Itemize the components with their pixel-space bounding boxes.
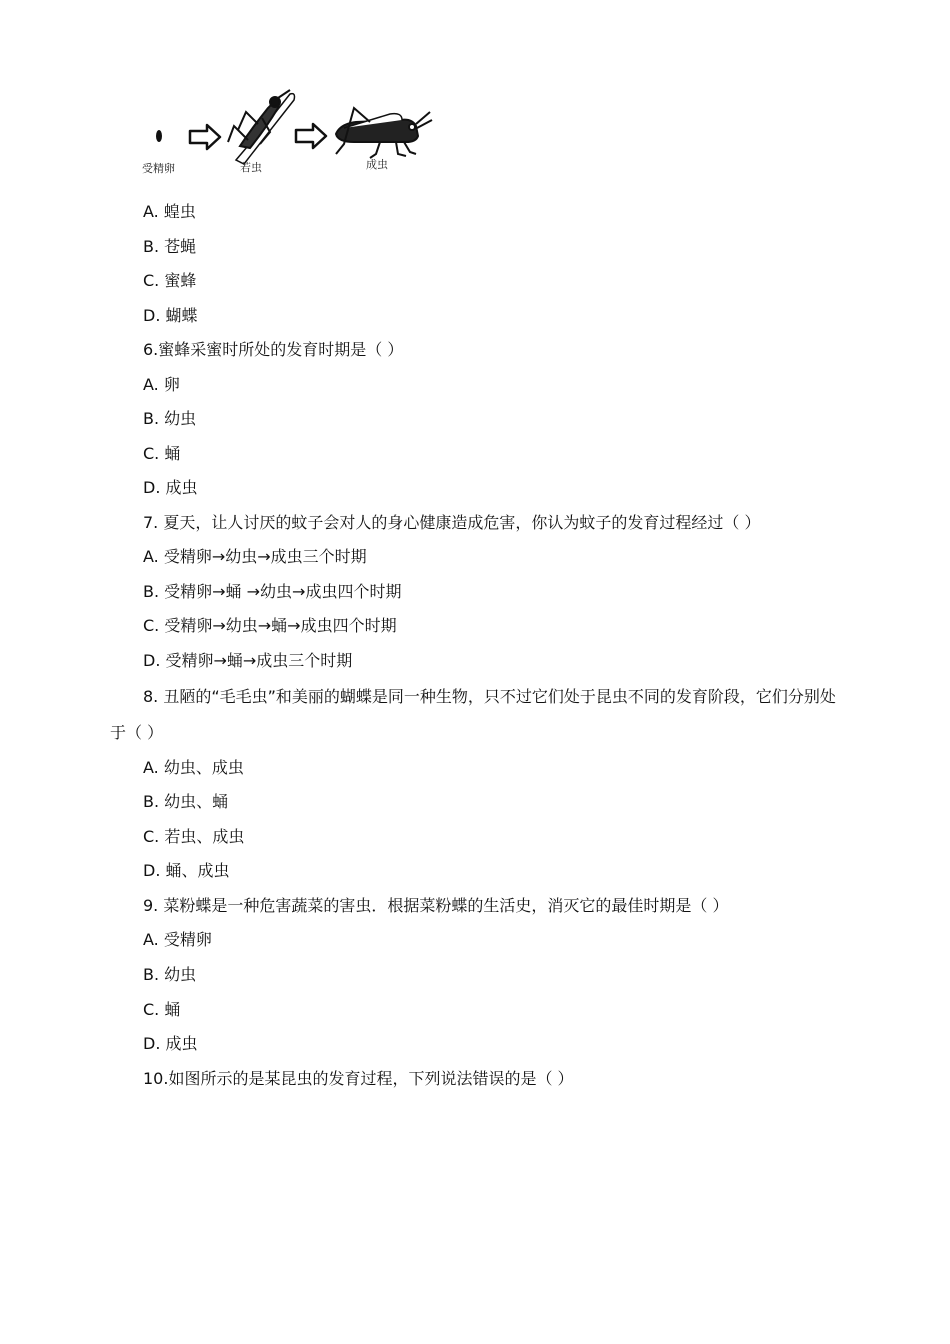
option-q5-d: D. 蝴蝶 <box>143 306 198 325</box>
egg-illustration <box>156 130 162 142</box>
figure-label-adult: 成虫 <box>366 158 388 171</box>
option-q9-c: C. 蛹 <box>143 1000 181 1019</box>
question-9-stem: 9. 菜粉蝶是一种危害蔬菜的害虫．根据菜粉蝶的生活史，消灭它的最佳时期是（ ） <box>143 896 729 915</box>
option-q7-c: C. 受精卵→幼虫→蛹→成虫四个时期 <box>143 616 397 635</box>
arrow-right-icon <box>190 125 220 149</box>
question-10-stem: 10.如图所示的是某昆虫的发育过程，下列说法错误的是（ ） <box>143 1069 574 1088</box>
option-q7-b: B. 受精卵→蛹 →幼虫→成虫四个时期 <box>143 582 402 601</box>
option-q6-c: C. 蛹 <box>143 444 181 463</box>
option-q9-a: A. 受精卵 <box>143 930 212 949</box>
locust-development-figure <box>140 88 440 180</box>
option-q5-a: A. 蝗虫 <box>143 202 196 221</box>
question-8-stem: 8. 丑陋的“毛毛虫”和美丽的蝴蝶是同一种生物，只不过它们处于昆虫不同的发育阶段，它们分别处于（ ） <box>110 687 836 742</box>
figure-label-nymph: 若虫 <box>240 161 262 174</box>
option-q5-c: C. 蜜蜂 <box>143 271 197 290</box>
option-q5-b: B. 苍蝇 <box>143 237 197 256</box>
option-q6-d: D. 成虫 <box>143 478 198 497</box>
figure-label-egg: 受精卵 <box>142 162 175 175</box>
nymph-illustration <box>228 90 295 164</box>
option-q8-d: D. 蛹、成虫 <box>143 861 230 880</box>
question-7-stem: 7. 夏天，让人讨厌的蚊子会对人的身心健康造成危害，你认为蚊子的发育过程经过（ ） <box>143 513 761 532</box>
option-q9-b: B. 幼虫 <box>143 965 197 984</box>
option-q6-b: B. 幼虫 <box>143 409 197 428</box>
option-q8-b: B. 幼虫、蛹 <box>143 792 229 811</box>
arrow-right-icon <box>296 124 326 148</box>
adult-locust-illustration <box>336 108 432 158</box>
option-q8-c: C. 若虫、成虫 <box>143 827 245 846</box>
option-q7-a: A. 受精卵→幼虫→成虫三个时期 <box>143 547 367 566</box>
option-q6-a: A. 卵 <box>143 375 180 394</box>
question-6-stem: 6.蜜蜂采蜜时所处的发育时期是（ ） <box>143 340 404 359</box>
locust-development-diagram <box>140 88 440 180</box>
option-q7-d: D. 受精卵→蛹→成虫三个时期 <box>143 651 353 670</box>
option-q9-d: D. 成虫 <box>143 1034 198 1053</box>
option-q8-a: A. 幼虫、成虫 <box>143 758 244 777</box>
